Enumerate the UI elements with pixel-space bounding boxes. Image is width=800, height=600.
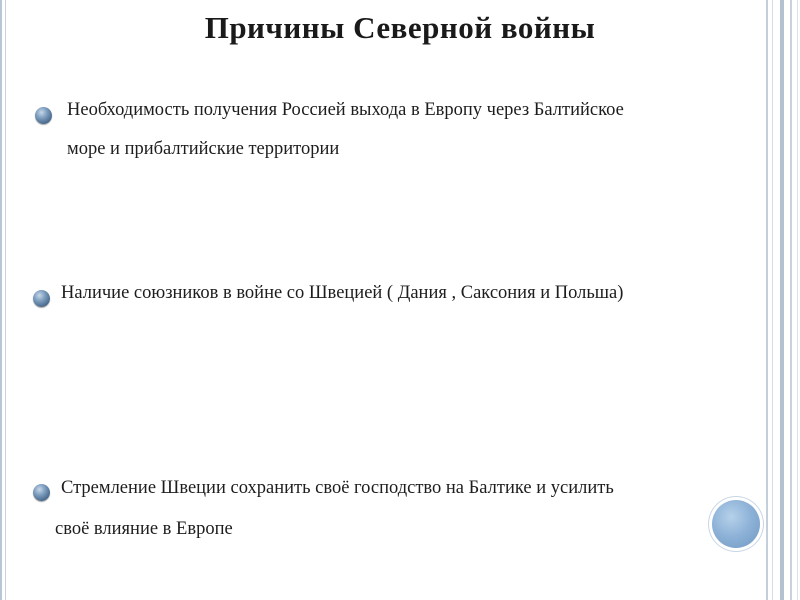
bullet-text-1-line-2: море и прибалтийские территории (67, 139, 340, 159)
bullet-text-2: Наличие союзников в войне со Швецией ( Дания , Саксония и Польша) (61, 283, 624, 303)
bullet-icon (33, 484, 50, 501)
bullet-icon (35, 107, 52, 124)
bullet-icon (33, 290, 50, 307)
decorative-circle-icon (712, 500, 760, 548)
bullet-text-1-line-1: Необходимость получения Россией выхода в Европу через Балтийское (67, 100, 624, 120)
bullet-text-3-line-1: Стремление Швеции сохранить своё господство на Балтике и усилить (61, 478, 614, 498)
slide-title: Причины Северной войны (204, 10, 596, 45)
bullet-text-3-line-2: своё влияние в Европе (55, 519, 233, 539)
right-border-decoration (764, 0, 800, 600)
left-border-decoration (0, 0, 10, 600)
